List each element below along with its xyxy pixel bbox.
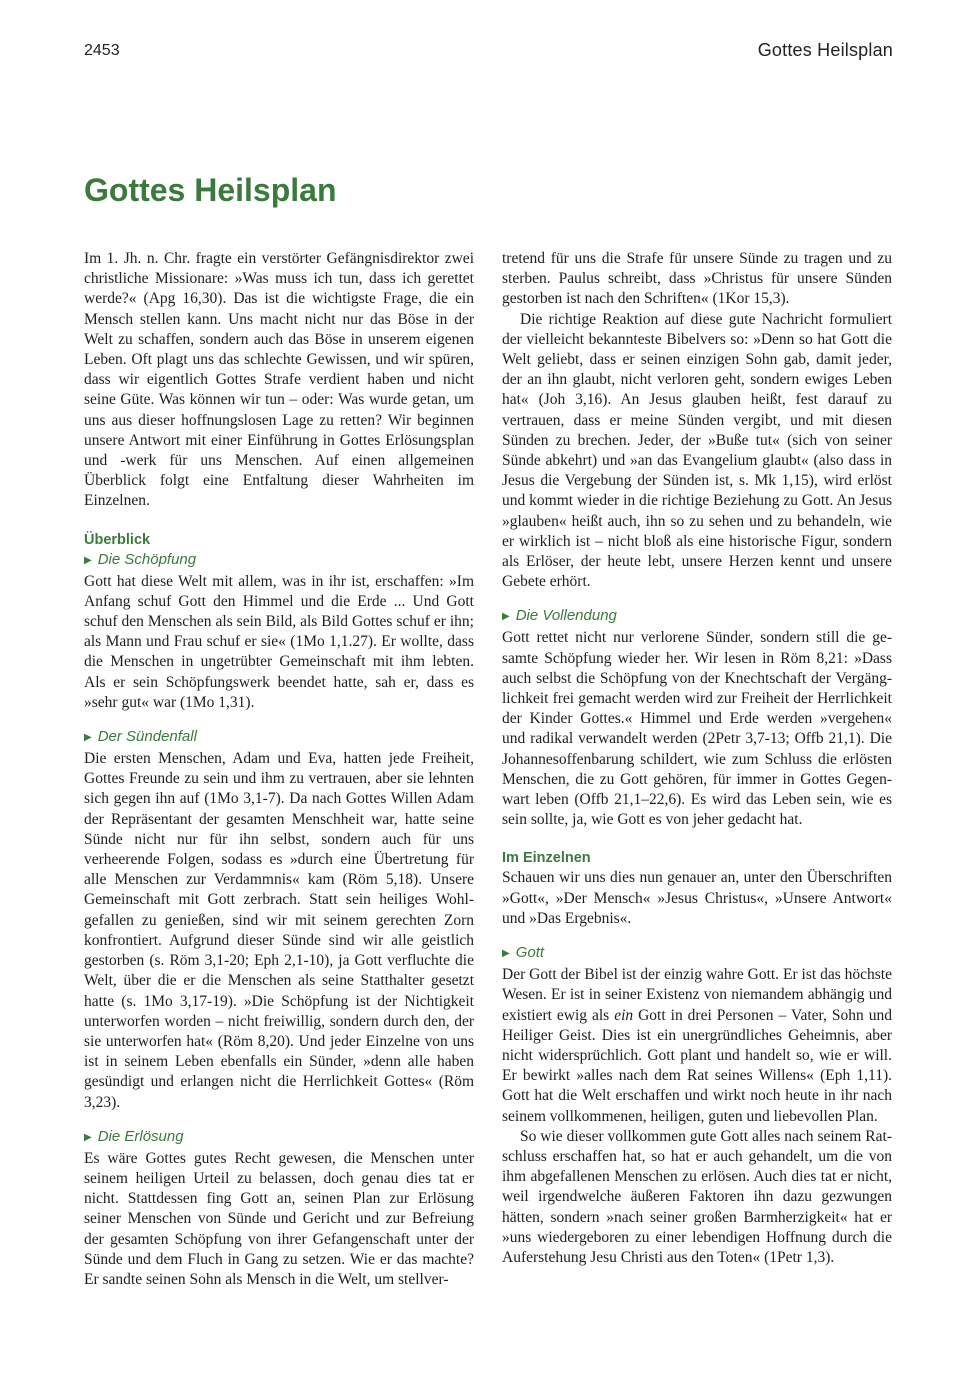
section-heading-detail: Im Einzelnen: [502, 850, 591, 867]
triangle-bullet-icon: ▶: [84, 554, 92, 566]
page-number: 2453: [84, 42, 120, 59]
subheading-redemption-label: Die Erlösung: [97, 1127, 184, 1145]
subheading-completion-label: Die Vollendung: [515, 607, 617, 625]
completion-paragraph: Gott rettet nicht nur verlorene Sünder, sondern still die gesamte Schöpfung wieder her. Wir lesen in Röm 8,21: »Dass auch selbst die Schöpfung von der Knechtschaft der Vergänglichkeit frei gemacht werden wird zur Freiheit der Herrlichkeit der Kinder Gottes.« Himmel und Erde werden »vergehen« und radikal verwandelt werden (2Petr 3,7-13; Offb 21,1). Die Johannesoffenbarung schildert, wie zum Schluss die erlösten Menschen, die zu Gott gehören, für immer in Gottes Gegenwart leben (Offb 21,1–22,6). Es wird das Leben sein, wie es sein sollte, ja, wie Gott es von jeher gedacht hat.: [502, 629, 892, 829]
god-paragraph: [502, 965, 892, 1127]
subheading-god-label: Gott: [515, 944, 545, 962]
creation-paragraph: Gott hat diese Welt mit allem, was in ihr ist, erschaffen: »Im Anfang schuf Gott den Himmel und die Erde ... Und Gott schuf den Menschen als sein Bild, als Bild Gottes schuf er ihn; als Mann und Frau schuf er sie« (1Mo 1,1.27). Er wollte, dass die Menschen in ungetrübter Gemeinschaft mit ihm lebten. Als er sein Schöpfungswerk beendet hatte, sah er, dass es »sehr gut« war (1Mo 1,31).: [84, 572, 474, 711]
triangle-bullet-icon: ▶: [502, 948, 510, 960]
subheading-fall-label: Der Sündenfall: [97, 728, 197, 746]
running-title: Gottes Heilsplan: [757, 40, 893, 60]
triangle-bullet-icon: ▶: [502, 611, 510, 623]
god-text-part-2: Gott in drei Personen – Vater, Sohn und Heiliger Geist. Dies ist ein unergründliches Geheimnis, aber nicht widersprüchlich. Gott plant und handelt so, wie er will. Er bewirkt »alles nach dem Rat seines Willens« (Eph 1,11). Gott hat die Welt erschaffen und wirkt noch heute in ihr nach seinem vollkommenen, heiligen, guten und liebevollen Plan.: [502, 1006, 892, 1125]
section-heading-overview: Überblick: [84, 531, 151, 548]
god-text-emphasis: ein: [614, 1006, 634, 1024]
subheading-creation: [84, 550, 474, 572]
subheading-creation-label: Die Schöpfung: [97, 550, 197, 568]
god-paragraph-2: So wie dieser vollkommen gute Gott alles nach seinem Ratschluss erschaffen hat, so hat er auch gehandelt, um die von ihm abgefallenen Menschen zu erlösen. Auch dies tat er nicht, weil irgendwelche äußeren Faktoren ihn dazu gezwungen hätten, sondern »nach seiner großen Barmherzigkeit« hat er »uns wiedergeboren zu einer lebendigen Hoffnung durch die Auferstehung Jesu Christi aus den Toten« (1Petr 1,3).: [502, 1127, 892, 1266]
subheading-redemption: [84, 1127, 474, 1149]
subheading-god: [502, 943, 892, 965]
subheading-completion: [502, 606, 892, 628]
right-column: [502, 249, 892, 1268]
chapter-title: Gottes Heilsplan: [84, 172, 337, 208]
fall-paragraph: Die ersten Menschen, Adam und Eva, hatten jede Freiheit, Gottes Freunde zu sein und ihm zu vertrauen, aber sie lehnten sich gegen ihn auf (1Mo 3,1-7). Da nach Gottes Willen Adam der Repräsentant der gesamten Menschheit war, hatte seine Sünde nicht nur für ihn selbst, sondern auch für uns verheerende Folgen, sodass es »durch eine Übertretung für alle Menschen zur Verdammnis« kam (Röm 5,18). Unsere Gemeinschaft mit Gott zerbrach. Statt sein heiliges Wohlgefallen zu genießen, sind wir mit seinem gerechten Zorn konfrontiert. Aufgrund dieser Sünde sind wir alle geistlich gestorben (s. Röm 3,1-20; Eph 2,1-10), ja Gott verfluchte die Welt, über die er die Menschen als seine Statthalter gesetzt hatte (s. 1Mo 3,17-19). »Die Schöpfung ist der Nichtigkeit unterworfen worden – nicht freiwillig, sondern durch den, der sie unterworfen hat« (Röm 8,20). Und jeder Einzelne von uns ist in seinem Leben ebenfalls ein Sünder, »denn alle haben gesündigt und erlangen nicht die Herrlichkeit Gottes« (Röm 3,23).: [84, 750, 474, 1111]
redemption-paragraph: Es wäre Gottes gutes Recht gewesen, die Menschen unter seinem heiligen Urteil zu belassen, doch genau dies tat er nicht. Stattdessen fing Gott an, seinen Plan zur Erlösung seiner Menschen von Sünde und Gericht und zur Befreiung der gesamten Schöpfung von ihrer Gefangenschaft unter der Sünde und dem Fluch in Gang zu setzen. Wie er das machte? Er sandte seinen Sohn als Mensch in die Welt, um stellver-: [84, 1149, 474, 1288]
triangle-bullet-icon: ▶: [84, 732, 92, 744]
god-text-part-1: Der Gott der Bibel ist der einzig wahre Gott. Er ist das höchste Wesen. Er ist in seiner Existenz von niemandem abhängig und existiert ewig als: [502, 966, 892, 1024]
detail-paragraph: Schauen wir uns dies nun genauer an, unter den Überschriften »Gott«, »Der Mensch« »Jesus Christus«, »Unsere Antwort« und »Das Ergebnis«.: [502, 869, 892, 927]
subheading-fall: [84, 727, 474, 749]
intro-paragraph: Im 1. Jh. n. Chr. fragte ein verstörter Gefängnisdirektor zwei christliche Missionare: »Was muss ich tun, dass ich gerettet werde?« (Apg 16,30). Das ist die wichtigste Frage, die ein Mensch stellen kann. Uns macht nicht nur das Böse in der Welt zu schaffen, sondern auch das Böse in unserem eigenen Leben. Oft plagt uns das schlechte Gewissen, und wir spüren, dass wir eigentlich Gottes Strafe verdient haben und nicht seine Güte. Was können wir tun – oder: Was wurde getan, um uns aus dieser hoffnungslosen Lage zu retten? Wir beginnen unsere Antwort mit einer Einführung in Gottes Erlösungsplan und -werk für uns Menschen. Auf einen allgemeinen Überblick folgt eine Entfaltung dieser Wahrheiten im Einzelnen.: [84, 250, 474, 510]
redemption-continued-paragraph: tretend für uns die Strafe für unsere Sünde zu tragen und zu sterben. Paulus schreibt, dass »Christus für unsere Sünden gestorben ist nach den Schriften« (1Kor 15,3).: [502, 250, 892, 308]
triangle-bullet-icon: ▶: [84, 1131, 92, 1143]
left-column: [84, 249, 474, 1290]
running-header: [84, 38, 893, 68]
reaction-paragraph: Die richtige Reaktion auf diese gute Nachricht formuliert der vielleicht bekannteste Bibelvers so: »Denn so hat Gott die Welt geliebt, dass er seinen einzigen Sohn gab, damit jeder, der an ihn glaubt, nicht verloren geht, sondern ewiges Leben hat« (Joh 3,16). An Jesus glauben heißt, fest darauf zu vertrauen, dass er meine Sünden vergibt, und mit diesen Sünden zu brechen. Jeder, der »Buße tut« (sich von seiner Sünde abkehrt) und »an das Evangelium glaubt« (also dass in Jesus die Vergebung der Sünden ist, s. Mk 1,15), wird erlöst und kommt wieder in die richtige Beziehung zu Gott. An Jesus »glauben« heißt auch, ihn so zu sehen und zu behandeln, wie er wirklich ist – nicht bloß als eine historische Figur, sondern als Erlöser, der heute lebt, unsere Herzen kennt und unsere Gebete erhört.: [502, 310, 892, 591]
